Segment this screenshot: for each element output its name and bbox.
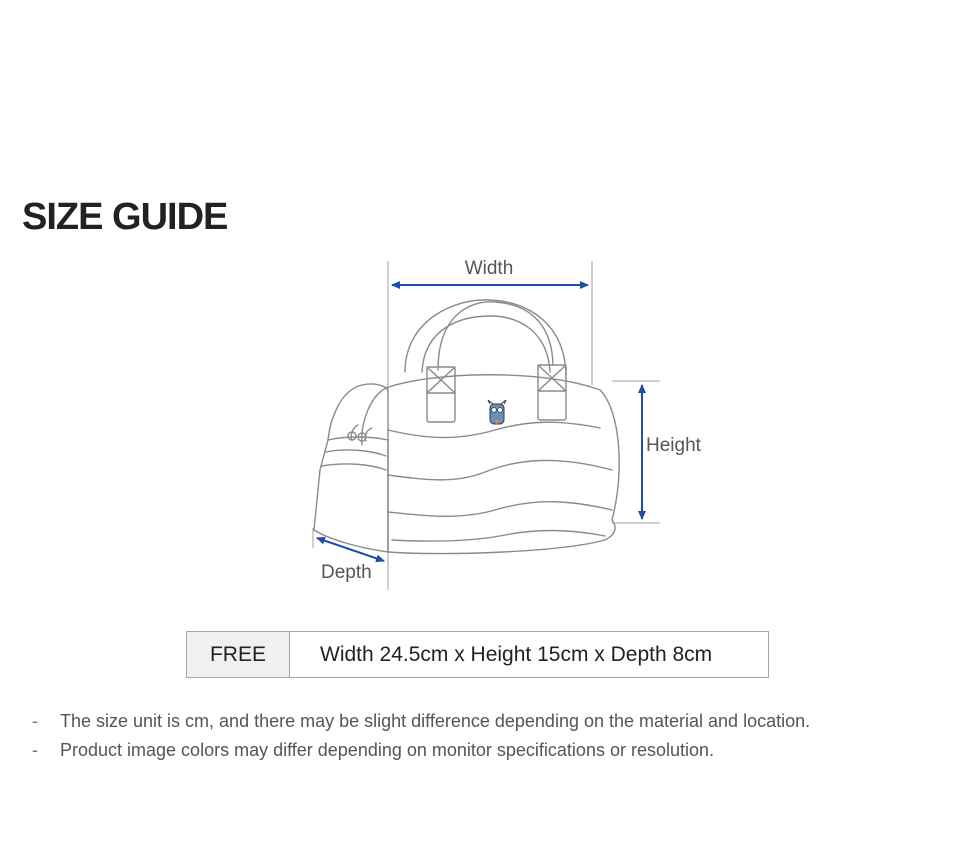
note-item: [32, 707, 810, 736]
bag-handle-back: [438, 302, 553, 370]
height-label: Height: [646, 435, 701, 456]
depth-label: Depth: [321, 562, 372, 583]
notes-list: [32, 707, 810, 765]
handle-tab-left: [427, 367, 455, 422]
note-text: The size unit is cm, and there may be slight difference depending on the material and location.: [60, 711, 811, 731]
note-bullet: -: [32, 740, 38, 760]
width-label: Width: [464, 258, 514, 279]
owl-logo-icon: [488, 400, 506, 425]
note-text: Product image colors may differ depending on monitor specifications or resolution.: [60, 740, 715, 760]
page-title: SIZE GUIDE: [22, 196, 228, 238]
size-dimensions-cell: Width 24.5cm x Height 15cm x Depth 8cm: [320, 642, 713, 666]
handle-tab-right: [538, 365, 566, 420]
size-table: [186, 631, 769, 678]
size-name-cell: FREE: [187, 632, 290, 677]
bag-illustration: [314, 300, 619, 554]
side-pocket: [314, 437, 388, 552]
bag-handle-front: [405, 300, 566, 375]
note-item: [32, 736, 810, 765]
guide-lines: [313, 261, 660, 590]
note-bullet: -: [32, 711, 38, 731]
